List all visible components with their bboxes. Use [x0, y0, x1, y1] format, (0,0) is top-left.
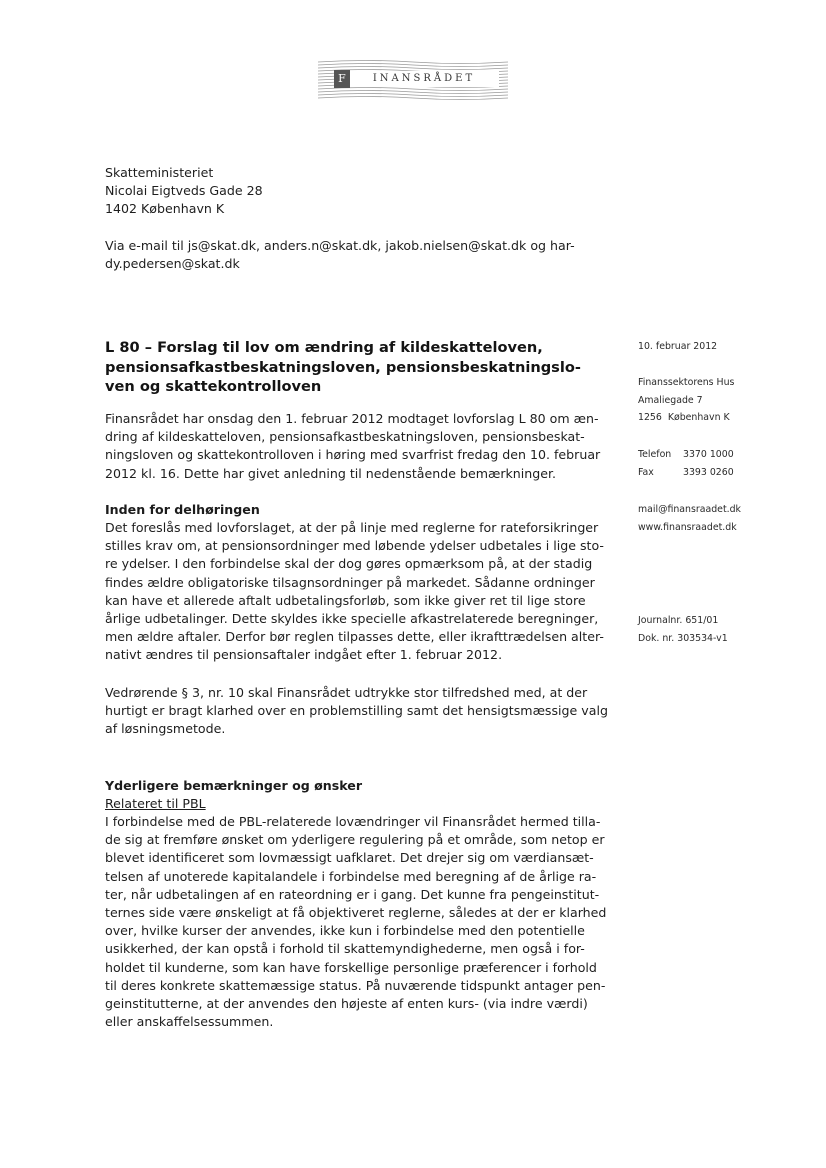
body-line: Det foreslås med lovforslaget, at der på linje med reglerne for rateforsikringer — [105, 520, 599, 535]
body-line: usikkerhed, der kan opstå i forhold til skattemyndighederne, men også i for- — [105, 941, 585, 957]
body-line: kan have et allerede aftalt udbetalingsforløb, som ikke giver ret til lige store — [105, 592, 586, 608]
sender-org: Finanssektorens Hus — [638, 377, 735, 388]
via-line: Via e-mail til js@skat.dk, anders.n@skat.dk, jakob.nielsen@skat.dk og har- — [105, 238, 575, 253]
title-line: L 80 – Forslag til lov om ændring af kildeskatteloven, — [105, 339, 543, 356]
letter-date: 10. februar 2012 — [638, 341, 718, 352]
sender-city: 1256 København K — [638, 412, 730, 423]
section2-paragraph — [105, 813, 620, 1031]
body-line: 2012 kl. 16. Dette har givet anledning til nedenstående bemærkninger. — [105, 465, 557, 481]
section1-paragraph-2 — [105, 684, 620, 739]
body-line: Finansrådet har onsdag den 1. februar 2012 modtaget lovforslag L 80 om æn- — [105, 411, 599, 426]
fax-label: Fax — [638, 466, 654, 478]
body-line: re ydelser. I den forbindelse skal der dog gøres opmærksom på, at der stadig — [105, 556, 593, 572]
body-line: af løsningsmetode. — [105, 721, 226, 737]
sidebar-contact — [638, 501, 741, 536]
sender-website: www.finansraadet.dk — [638, 521, 737, 533]
address-line: Nicolai Eigtveds Gade 28 — [105, 183, 263, 199]
fax-value: 3393 0260 — [683, 466, 734, 478]
recipient-address — [105, 164, 620, 219]
logo-letter-box: F — [334, 70, 350, 88]
body-line: over, hvilke kurser der anvendes, ikke kun i forbindelse med den potentielle — [105, 923, 585, 939]
title-line: ven og skattekontrolloven — [105, 378, 322, 395]
sidebar-date — [638, 338, 717, 356]
body-line: holdet til kunderne, som kan have forskellige personlige præferencer i forhold — [105, 959, 597, 975]
body-line: geinstitutterne, at der anvendes den højeste af enten kurs- (via indre værdi) — [105, 996, 588, 1012]
logo-wordmark: INANSRÅDET — [349, 71, 499, 87]
sidebar-phone — [638, 446, 734, 481]
subheading-pbl: Relateret til PBL — [105, 796, 206, 811]
body-line: ternes side være ønskeligt at få objektiveret reglerne, således at der er klarhed — [105, 905, 607, 921]
body-line: ningsloven og skattekontrolloven i høring med svarfrist fredag den 10. februar — [105, 447, 601, 463]
intro-paragraph — [105, 410, 620, 483]
sender-email: mail@finansraadet.dk — [638, 504, 741, 515]
sidebar-address — [638, 374, 734, 427]
journal-number: Journalnr. 651/01 — [638, 615, 719, 626]
body-line: findes ældre obligatoriske tilsagnsordninger på markedet. Sådanne ordninger — [105, 574, 595, 590]
body-line: nativt ændres til pensionsaftaler indgået efter 1. februar 2012. — [105, 647, 503, 663]
body-line: årlige udbetalinger. Dette skyldes ikke specielle afkastrelaterede beregninger, — [105, 611, 599, 627]
sidebar-references — [638, 612, 728, 647]
telefon-label: Telefon — [638, 449, 672, 460]
fax-row — [638, 464, 734, 482]
body-line: men ældre aftaler. Derfor bør reglen tilpasses dette, eller ikrafttrædelsen alter- — [105, 629, 604, 645]
body-line: I forbindelse med de PBL-relaterede lovændringer vil Finansrådet hermed tilla- — [105, 814, 601, 829]
sender-street: Amaliegade 7 — [638, 394, 703, 406]
body-line: stilles krav om, at pensionsordninger med løbende ydelser udbetales i lige sto- — [105, 538, 604, 554]
body-line: til deres konkrete skattemæssige status. På nuværende tidspunkt antager pen- — [105, 977, 606, 993]
body-line: blevet identificeret som lovmæssigt uafklaret. Det drejer sig om værdiansæt- — [105, 850, 594, 866]
address-line: Skatteministeriet — [105, 165, 214, 180]
body-line: Vedrørende § 3, nr. 10 skal Finansrådet udtrykke stor tilfredshed med, at der — [105, 685, 588, 700]
body-line: ter, når udbetalingen af en rateordning er i gang. Det kunne fra pengeinstitut- — [105, 886, 600, 902]
body-line: de sig at fremføre ønsket om yderligere regulering på et område, som netop er — [105, 832, 605, 848]
body-line: hurtigt er bragt klarhed over en problemstilling samt det hensigtsmæssige valg — [105, 703, 608, 719]
section-heading-yderligere: Yderligere bemærkninger og ønsker — [105, 778, 363, 793]
telefon-row — [638, 446, 734, 464]
telefon-value: 3370 1000 — [683, 449, 734, 460]
body-line: eller anskaffelsessummen. — [105, 1014, 274, 1030]
title-line: pensionsafkastbeskatningsloven, pensionsbeskatningslo- — [105, 358, 581, 376]
finansraadet-logo — [316, 58, 510, 100]
document-title — [105, 338, 625, 397]
section-heading-delhoering: Inden for delhøringen — [105, 502, 260, 517]
body-line: telsen af unoterede kapitalandele i forbindelse med beregning af de årlige ra- — [105, 868, 597, 884]
section1-paragraph — [105, 519, 620, 665]
body-line: dring af kildeskatteloven, pensionsafkastbeskatningsloven, pensionsbeskat- — [105, 429, 585, 445]
address-line: 1402 København K — [105, 201, 225, 217]
document-number: Dok. nr. 303534-v1 — [638, 632, 728, 644]
via-email — [105, 237, 620, 273]
via-line: dy.pedersen@skat.dk — [105, 256, 240, 272]
